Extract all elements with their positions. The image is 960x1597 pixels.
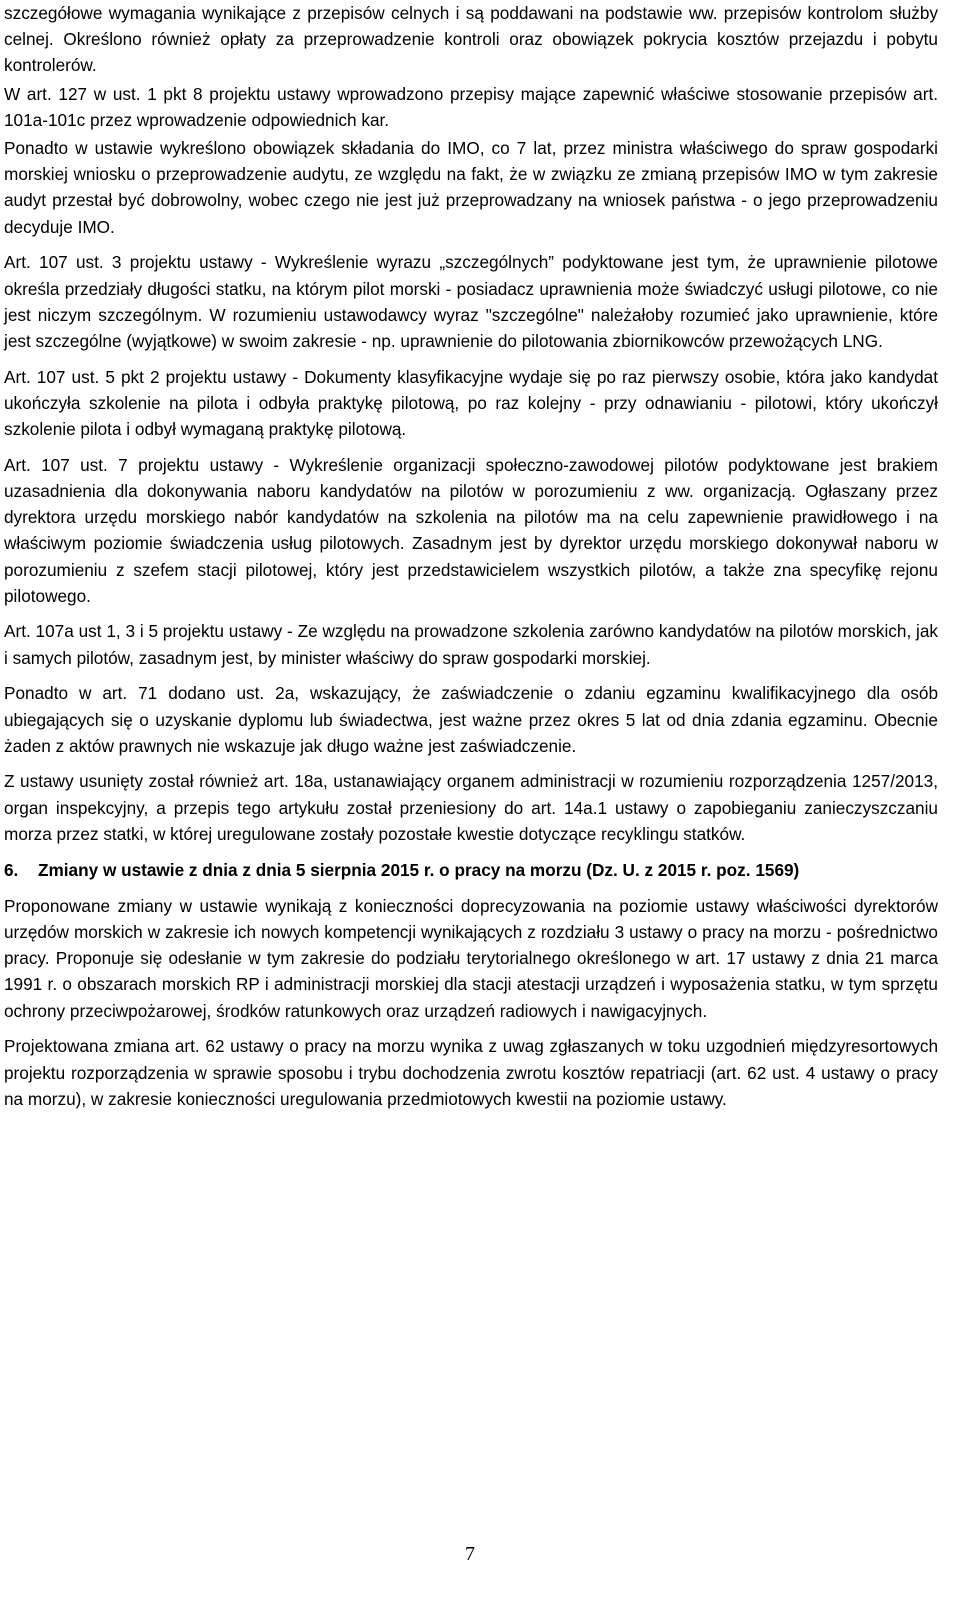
- section-title: Zmiany w ustawie z dnia z dnia 5 sierpnia 2015 r. o pracy na morzu (Dz. U. z 2015 r. poz. 1569): [38, 859, 800, 880]
- section-number: 6.: [4, 859, 19, 880]
- paragraph-art-107-ust-3: Art. 107 ust. 3 projektu ustawy - Wykreślenie wyrazu „szczególnych” podyktowane jest tym, że uprawnienie pilotowe określa przedziały długości statku, na którym pilot morski - posiadacz uprawnienia może świadczyć usługi pilotowe, co nie jest niczym szczególnym. W rozumieniu ustawodawcy wyraz "szczególne" należałoby rozumieć jako uprawnienie, które jest szczególne (wyjątkowe) w swoim zakresie - np. uprawnienie do pilotowania zbiornikowców przewożących LNG.: [4, 252, 938, 351]
- document-body: [4, 0, 938, 1121]
- paragraph-art-18a: Z ustawy usunięty został również art. 18a, ustanawiający organem administracji w rozumieniu rozporządzenia 1257/2013, organ inspekcyjny, a przepis tego artykułu został przeniesiony do art. 14a.1 ustawy o zapobieganiu zanieczyszczaniu morza przez statki, w której uregulowane zostały pozostałe kwestie dotyczące recyklingu statków.: [4, 771, 938, 844]
- page-number: 7: [465, 1543, 475, 1565]
- paragraph-proposed-changes: Proponowane zmiany w ustawie wynikają z konieczności doprecyzowania na poziomie ustawy właściwości dyrektorów urzędów morskich w zakresie ich nowych kompetencji wynikających z rozdziału 3 ustawy o pracy na morzu - pośrednictwo pracy. Proponuje się odesłanie w tym zakresie do podziału terytorialnego określonego w art. 17 ustawy z dnia 21 marca 1991 r. o obszarach morskich RP i administracji morskiej dla stacji atestacji urządzeń i wyposażenia statku, w tym sprzętu ochrony przeciwpożarowej, środków ratunkowych oraz urządzeń radiowych i nawigacyjnych.: [4, 895, 938, 1021]
- paragraph-art-107a: Art. 107a ust 1, 3 i 5 projektu ustawy - Ze względu na prowadzone szkolenia zarówno kandydatów na pilotów morskich, jak i samych pilotów, zasadnym jest, by minister właściwy do spraw gospodarki morskiej.: [4, 621, 938, 668]
- paragraph-art-71: Ponadto w art. 71 dodano ust. 2a, wskazujący, że zaświadczenie o zdaniu egzaminu kwalifikacyjnego dla osób ubiegających się o uzyskanie dyplomu lub świadectwa, jest ważne przez okres 5 lat od dnia zdania egzaminu. Obecnie żaden z aktów prawnych nie wskazuje jak długo ważne jest zaświadczenie.: [4, 683, 938, 756]
- section-heading-6: [4, 857, 938, 883]
- paragraph-art-107-ust-5: Art. 107 ust. 5 pkt 2 projektu ustawy - Dokumenty klasyfikacyjne wydaje się po raz pierwszy osobie, która jako kandydat ukończyła szkolenie na pilota i odbyła praktykę pilotową, po raz kolejny - przy odnawianiu - pilotowi, który ukończył szkolenie pilota i odbył wymaganą praktykę pilotową.: [4, 366, 938, 440]
- paragraph-art-62: Projektowana zmiana art. 62 ustawy o pracy na morzu wynika z uwag zgłaszanych w toku uzgodnień międzyresortowych projektu rozporządzenia w sprawie sposobu i trybu dochodzenia zwrotu kosztów repatriacji (art. 62 ust. 4 ustawy o pracy na morzu), w zakresie konieczności uregulowania przedmiotowych kwestii na poziomie ustawy.: [4, 1036, 938, 1109]
- paragraph-art-107-ust-7: Art. 107 ust. 7 projektu ustawy - Wykreślenie organizacji społeczno-zawodowej pilotów podyktowane jest brakiem uzasadnienia dla dokonywania naboru kandydatów na pilotów w porozumieniu z ww. organizacją. Ogłaszany przez dyrektora urzędu morskiego nabór kandydatów na szkolenia na pilotów ma na celu zapewnienie prawidłowego i na właściwym poziomie świadczenia usług pilotowych. Zasadnym jest by dyrektor urzędu morskiego dokonywał naboru w porozumieniu z szefem stacji pilotowej, który jest przedstawicielem wszystkich pilotów, a także zna specyfikę rejonu pilotowego.: [4, 454, 938, 606]
- paragraph-imo-audit: Ponadto w ustawie wykreślono obowiązek składania do IMO, co 7 lat, przez ministra właściwego do spraw gospodarki morskiej wniosku o przeprowadzenie audytu, ze względu na fakt, że w związku ze zmianą przepisów IMO w tym zakresie audyt przestał być dobrowolny, wobec czego nie jest już przeprowadzany na wniosek państwa - o jego przeprowadzeniu decyduje IMO.: [4, 138, 938, 237]
- paragraph-art-127: W art. 127 w ust. 1 pkt 8 projektu ustawy wprowadzono przepisy mające zapewnić właściwe stosowanie przepisów art. 101a-101c przez wprowadzenie odpowiednich kar.: [4, 83, 938, 130]
- paragraph-customs-control: szczegółowe wymagania wynikające z przepisów celnych i są poddawani na podstawie ww. przepisów kontrolom służby celnej. Określono również opłaty za przeprowadzenie kontroli oraz obowiązek pokrycia kosztów przejazdu i pobytu kontrolerów.: [4, 3, 938, 76]
